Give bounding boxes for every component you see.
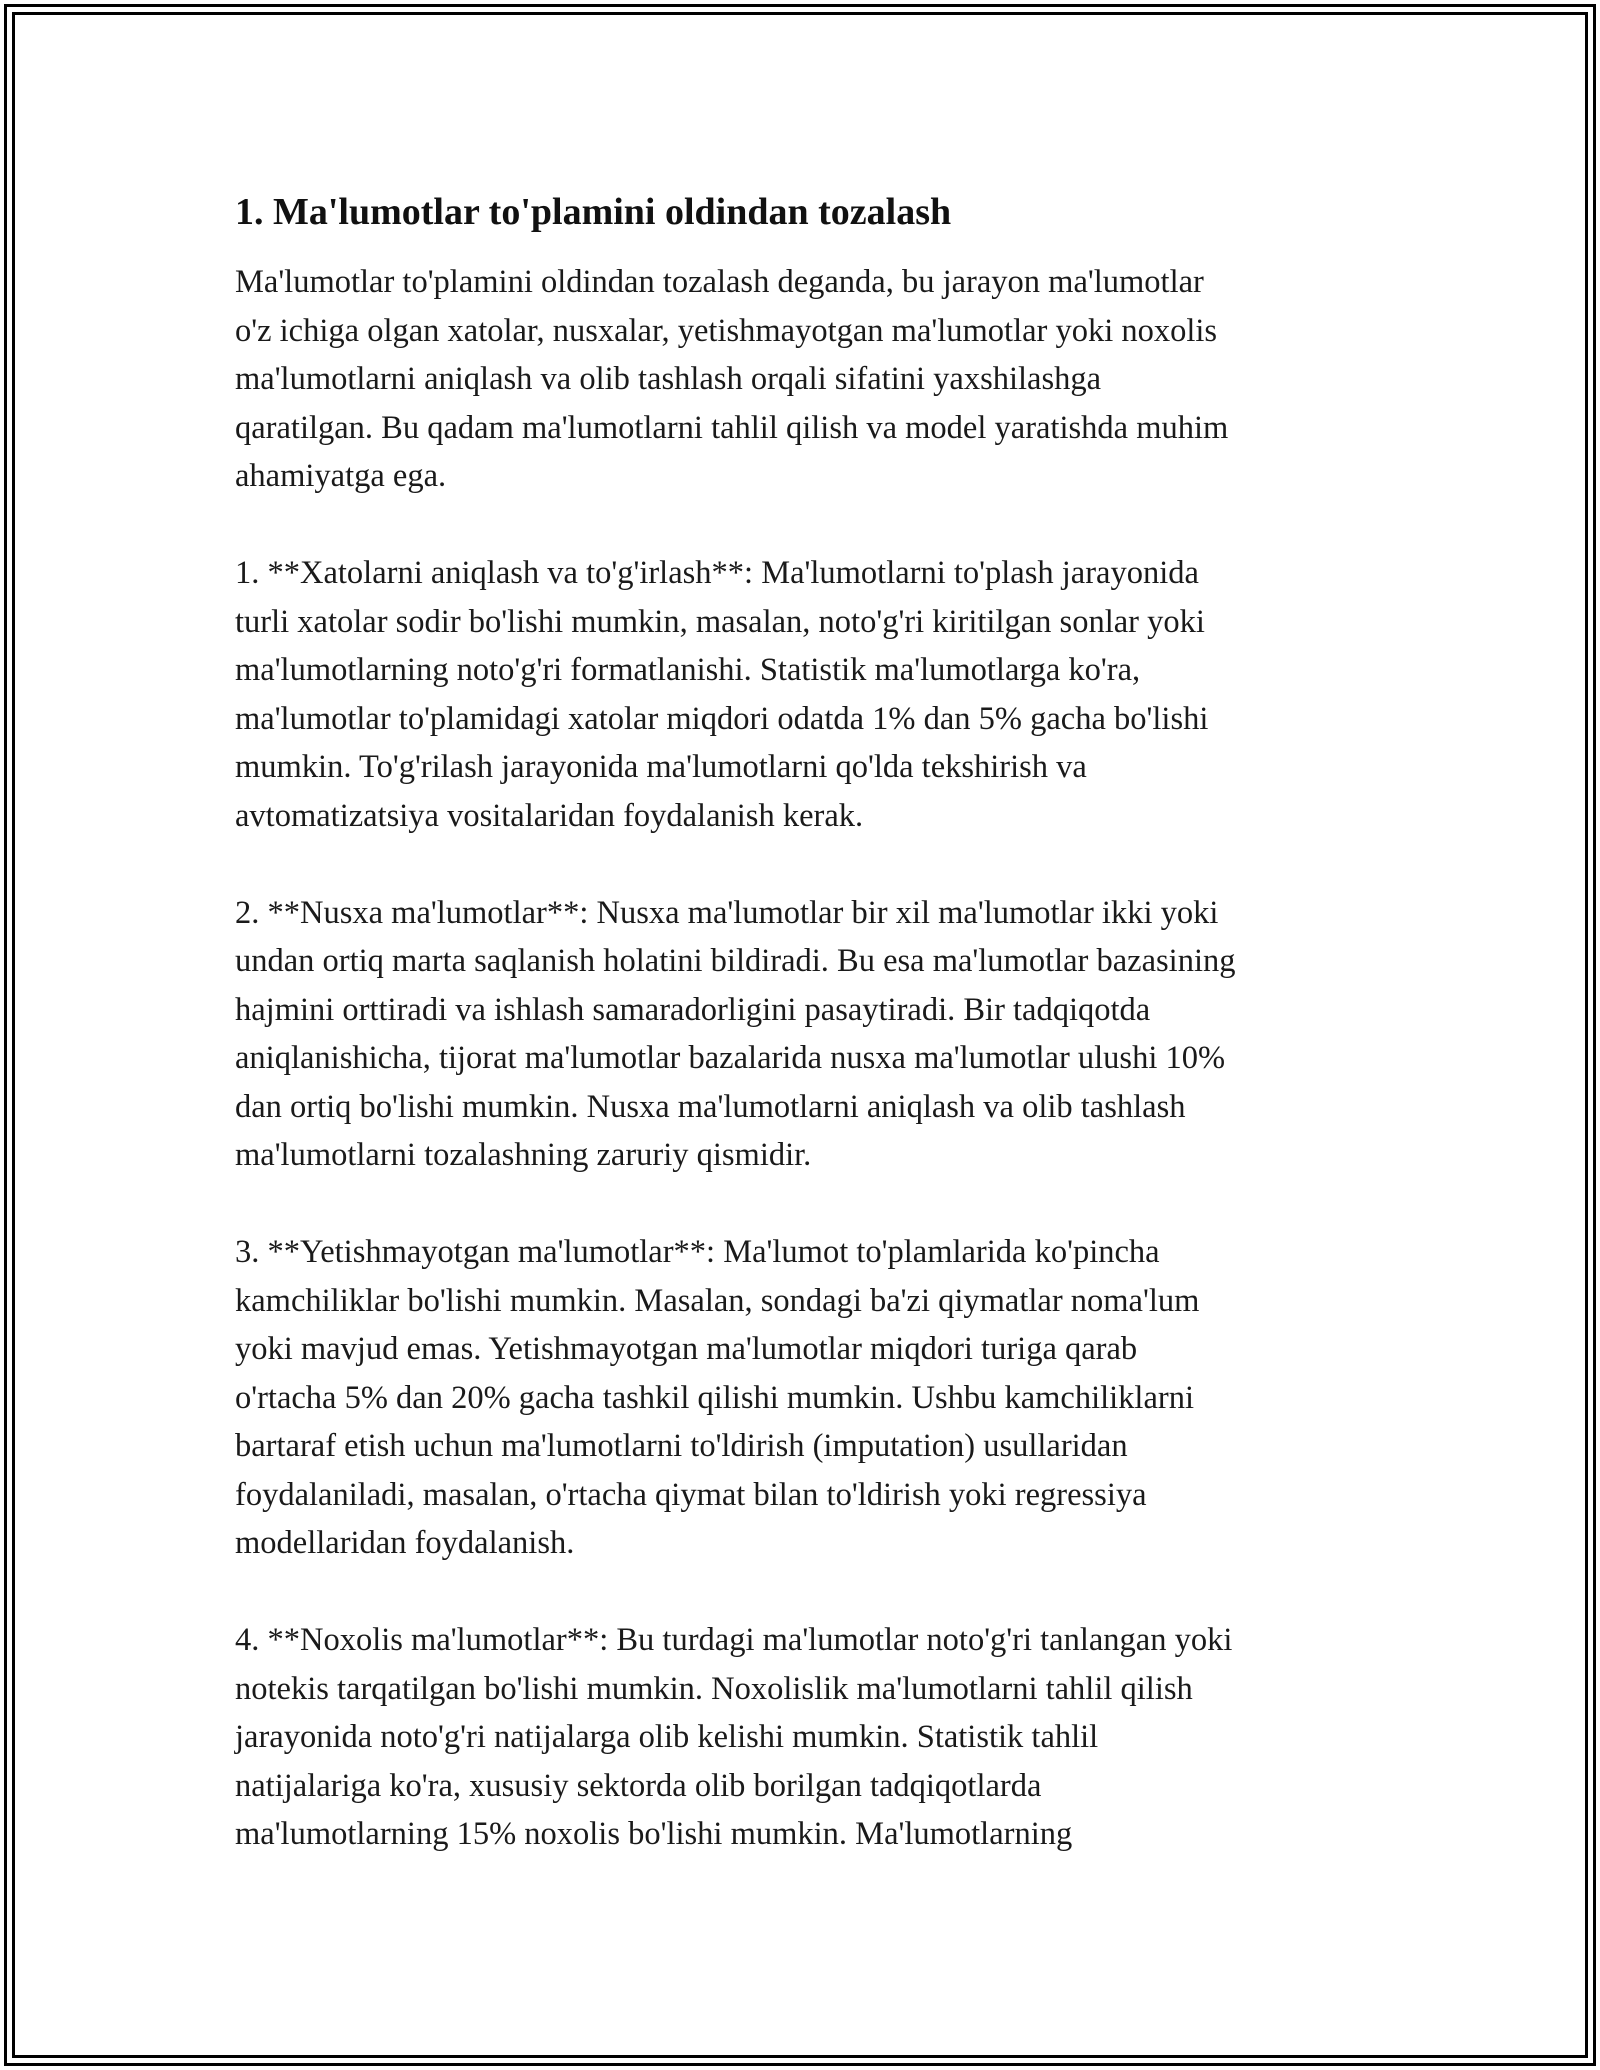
text-line: ma'lumotlarni tozalashning zaruriy qismidir. xyxy=(235,1137,812,1173)
paragraph-3 xyxy=(235,889,1375,1180)
text-line: jarayonida noto'g'ri natijalarga olib kelishi mumkin. Statistik tahlil xyxy=(235,1719,1099,1755)
text-line: natijalariga ko'ra, xususiy sektorda olib borilgan tadqiqotlarda xyxy=(235,1767,1042,1804)
text-line: bartaraf etish uchun ma'lumotlarni to'ldirish (imputation) usullaridan xyxy=(235,1428,1128,1464)
text-line: ma'lumotlarning 15% noxolis bo'lishi mumkin. Ma'lumotlarning xyxy=(235,1816,1073,1852)
text-line: 4. **Noxolis ma'lumotlar**: Bu turdagi ma'lumotlar noto'g'ri tanlangan yoki xyxy=(235,1622,1233,1658)
text-line: kamchiliklar bo'lishi mumkin. Masalan, sondagi ba'zi qiymatlar noma'lum xyxy=(235,1282,1200,1319)
text-line: Ma'lumotlar to'plamini oldindan tozalash deganda, bu jarayon ma'lumotlar xyxy=(235,264,1204,300)
text-line: ahamiyatga ega. xyxy=(235,458,447,494)
text-line: 1. **Xatolarni aniqlash va to'g'irlash**: Ma'lumotlarni to'plash jarayonida xyxy=(235,555,1199,591)
text-line: hajmini orttiradi va ishlash samaradorligini pasaytiradi. Bir tadqiqotda xyxy=(235,991,1151,1028)
text-line: undan ortiq marta saqlanish holatini bildiradi. Bu esa ma'lumotlar bazasining xyxy=(235,943,1236,979)
text-line: aniqlanishicha, tijorat ma'lumotlar bazalarida nusxa ma'lumotlar ulushi 10% xyxy=(235,1040,1226,1076)
document-body xyxy=(235,188,1375,1907)
text-line: o'rtacha 5% dan 20% gacha tashkil qilishi mumkin. Ushbu kamchiliklarni xyxy=(235,1379,1194,1416)
paragraph-4 xyxy=(235,1228,1375,1568)
text-line: mumkin. To'g'rilash jarayonida ma'lumotlarni qo'lda tekshirish va xyxy=(235,749,1087,785)
text-line: turli xatolar sodir bo'lishi mumkin, masalan, noto'g'ri kiritilgan sonlar yoki xyxy=(235,603,1205,640)
text-line: yoki mavjud emas. Yetishmayotgan ma'lumotlar miqdori turiga qarab xyxy=(235,1331,1138,1367)
paragraph-1 xyxy=(235,258,1375,501)
paragraph-5 xyxy=(235,1616,1375,1859)
text-line: 3. **Yetishmayotgan ma'lumotlar**: Ma'lumot to'plamlarida ko'pincha xyxy=(235,1234,1160,1270)
paragraph-2 xyxy=(235,549,1375,840)
text-line: o'z ichiga olgan xatolar, nusxalar, yetishmayotgan ma'lumotlar yoki noxolis xyxy=(235,312,1218,349)
text-line: notekis tarqatilgan bo'lishi mumkin. Noxolislik ma'lumotlarni tahlil qilish xyxy=(235,1670,1193,1707)
text-line: modellaridan foydalanish. xyxy=(235,1525,575,1561)
text-line: ma'lumotlarni aniqlash va olib tashlash orqali sifatini yaxshilashga xyxy=(235,361,1102,397)
text-line: ma'lumotlarning noto'g'ri formatlanishi. Statistik ma'lumotlarga ko'ra, xyxy=(235,652,1141,688)
paragraph-list xyxy=(235,258,1375,1859)
page-title: 1. Ma'lumotlar to'plamini oldindan tozalash xyxy=(235,191,952,233)
text-line: 2. **Nusxa ma'lumotlar**: Nusxa ma'lumotlar bir xil ma'lumotlar ikki yoki xyxy=(235,894,1219,931)
text-line: foydalaniladi, masalan, o'rtacha qiymat bilan to'ldirish yoki regressiya xyxy=(235,1476,1147,1513)
text-line: avtomatizatsiya vositalaridan foydalanish kerak. xyxy=(235,797,864,834)
text-line: qaratilgan. Bu qadam ma'lumotlarni tahlil qilish va model yaratishda muhim xyxy=(235,409,1229,446)
text-line: dan ortiq bo'lishi mumkin. Nusxa ma'lumotlarni aniqlash va olib tashlash xyxy=(235,1088,1186,1125)
text-line: ma'lumotlar to'plamidagi xatolar miqdori odatda 1% dan 5% gacha bo'lishi xyxy=(235,700,1209,737)
